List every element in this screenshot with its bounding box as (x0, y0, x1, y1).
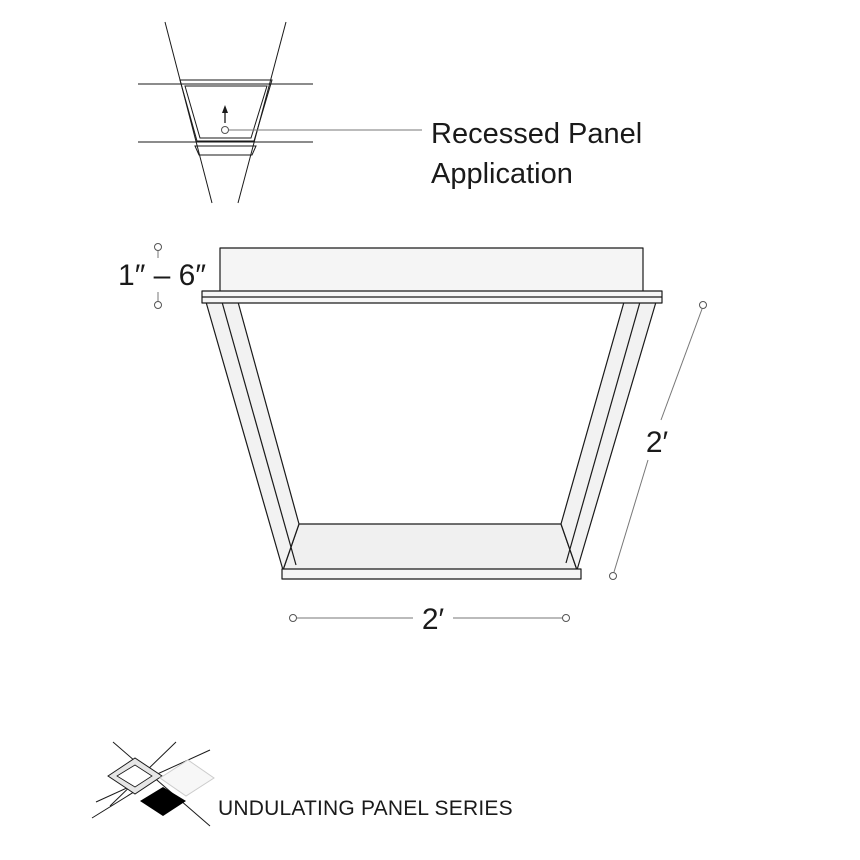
panel-back-face (283, 524, 577, 570)
side-dot-top (700, 302, 707, 309)
thumbnail-lower-panel (195, 146, 256, 155)
depth-label: 1″ – 6″ (118, 259, 206, 292)
side-leader-top (661, 309, 702, 420)
width-dot-right (563, 615, 570, 622)
application-leader-dot (222, 127, 229, 134)
series-name: UNDULATING PANEL SERIES (218, 797, 513, 820)
panel-left-wall (206, 302, 299, 570)
width-dimension (290, 603, 570, 636)
side-label: 2′ (645, 426, 669, 459)
panel-bottom-rim (282, 569, 581, 579)
series-logo-icon (92, 742, 214, 826)
width-dot-left (290, 615, 297, 622)
thumbnail-left-line (165, 22, 212, 203)
application-label-line2: Application (431, 158, 573, 190)
width-label: 2′ (421, 603, 445, 636)
plenum-box (220, 248, 643, 292)
side-leader-bottom (614, 460, 648, 572)
application-label-line1: Recessed Panel (431, 118, 643, 150)
depth-dot-bottom (155, 302, 162, 309)
side-dot-bottom (610, 573, 617, 580)
depth-dimension (118, 244, 206, 309)
panel-left-wall-inner-edge (222, 302, 296, 565)
up-arrow-icon (222, 105, 228, 123)
panel-drawing (202, 248, 662, 579)
depth-dot-top (155, 244, 162, 251)
